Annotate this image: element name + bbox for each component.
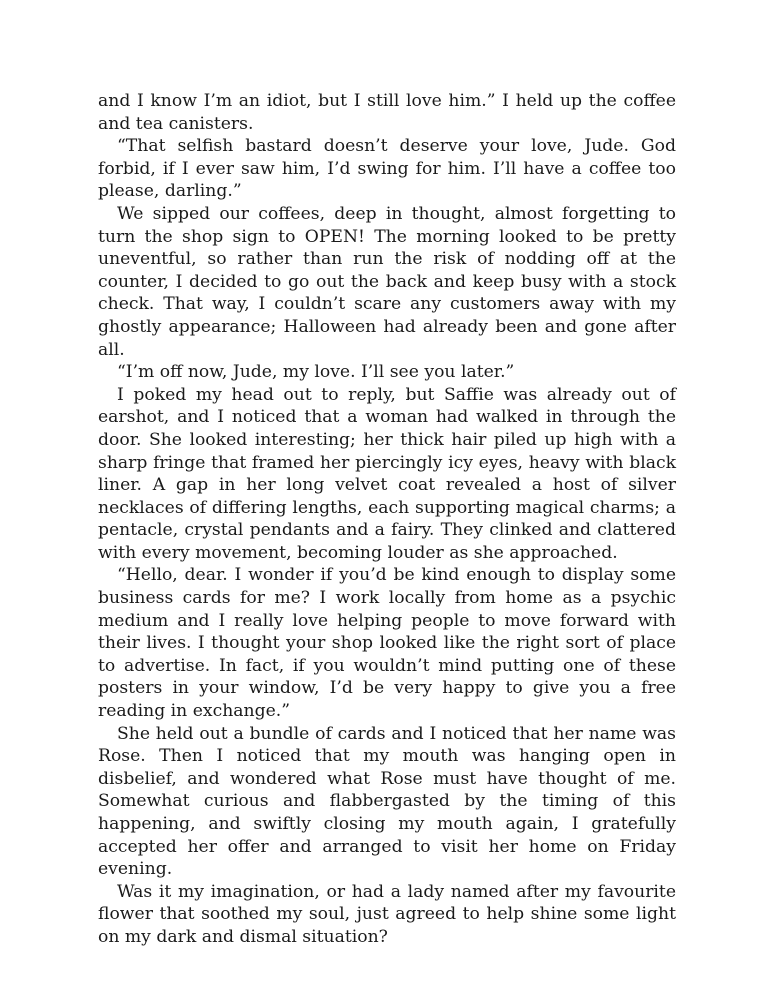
paragraph-rose-dialogue: “Hello, dear. I wonder if you’d be kind enough to display some business cards for me? I work locally from home as a psychic medium and I really love helping people to move forward with their lives. I thought your shop looked like the right sort of place to advertise. In fact, if you wouldn’t mind putting one of these posters in your window, I’d be very happy to give you a free reading in exchange.” xyxy=(98,565,676,722)
book-page-body xyxy=(98,90,676,949)
paragraph-saffie-reply: “That selfish bastard doesn’t deserve your love, Jude. God forbid, if I ever saw him, I’d swing for him. I’ll have a coffee too please, darling.” xyxy=(98,136,676,202)
paragraph-saffie-leaves: “I’m off now, Jude, my love. I’ll see you later.” xyxy=(117,362,515,383)
paragraph-woman-enters: I poked my head out to reply, but Saffie was already out of earshot, and I noticed that a woman had walked in through the door. She looked interesting; her thick hair piled up high with a sharp fringe that framed her piercingly icy eyes, heavy with black liner. A gap in her long velvet coat revealed a host of silver necklaces of differing lengths, each supporting magical charms; a pentacle, crystal pendants and a fairy. They clinked and clattered with every movement, becoming louder as she approached. xyxy=(98,384,676,563)
paragraph-coffee-morning: We sipped our coffees, deep in thought, almost forgetting to turn the shop sign to OPEN! The morning looked to be pretty uneventful, so rather than run the risk of nodding off at the counter, I decided to go out the back and keep busy with a stock check. That way, I couldn’t scare any customers away with my ghostly appearance; Halloween had already been and gone after all. xyxy=(98,203,676,360)
paragraph-rose-name: She held out a bundle of cards and I noticed that her name was Rose. Then I noticed that my mouth was hanging open in disbelief, and wondered what Rose must have thought of me. Somewhat curious and flabbergasted by the timing of this happening, and swiftly closing my mouth again, I gratefully accepted her offer and arranged to visit her home on Friday evening. xyxy=(98,723,676,880)
paragraph-continuation: and I know I’m an idiot, but I still love him.” I held up the coffee and tea canisters. xyxy=(98,91,676,134)
paragraph-closing-question: Was it my imagination, or had a lady named after my favourite flower that soothed my soul, just agreed to help shine some light on my dark and dismal situation? xyxy=(98,881,676,947)
